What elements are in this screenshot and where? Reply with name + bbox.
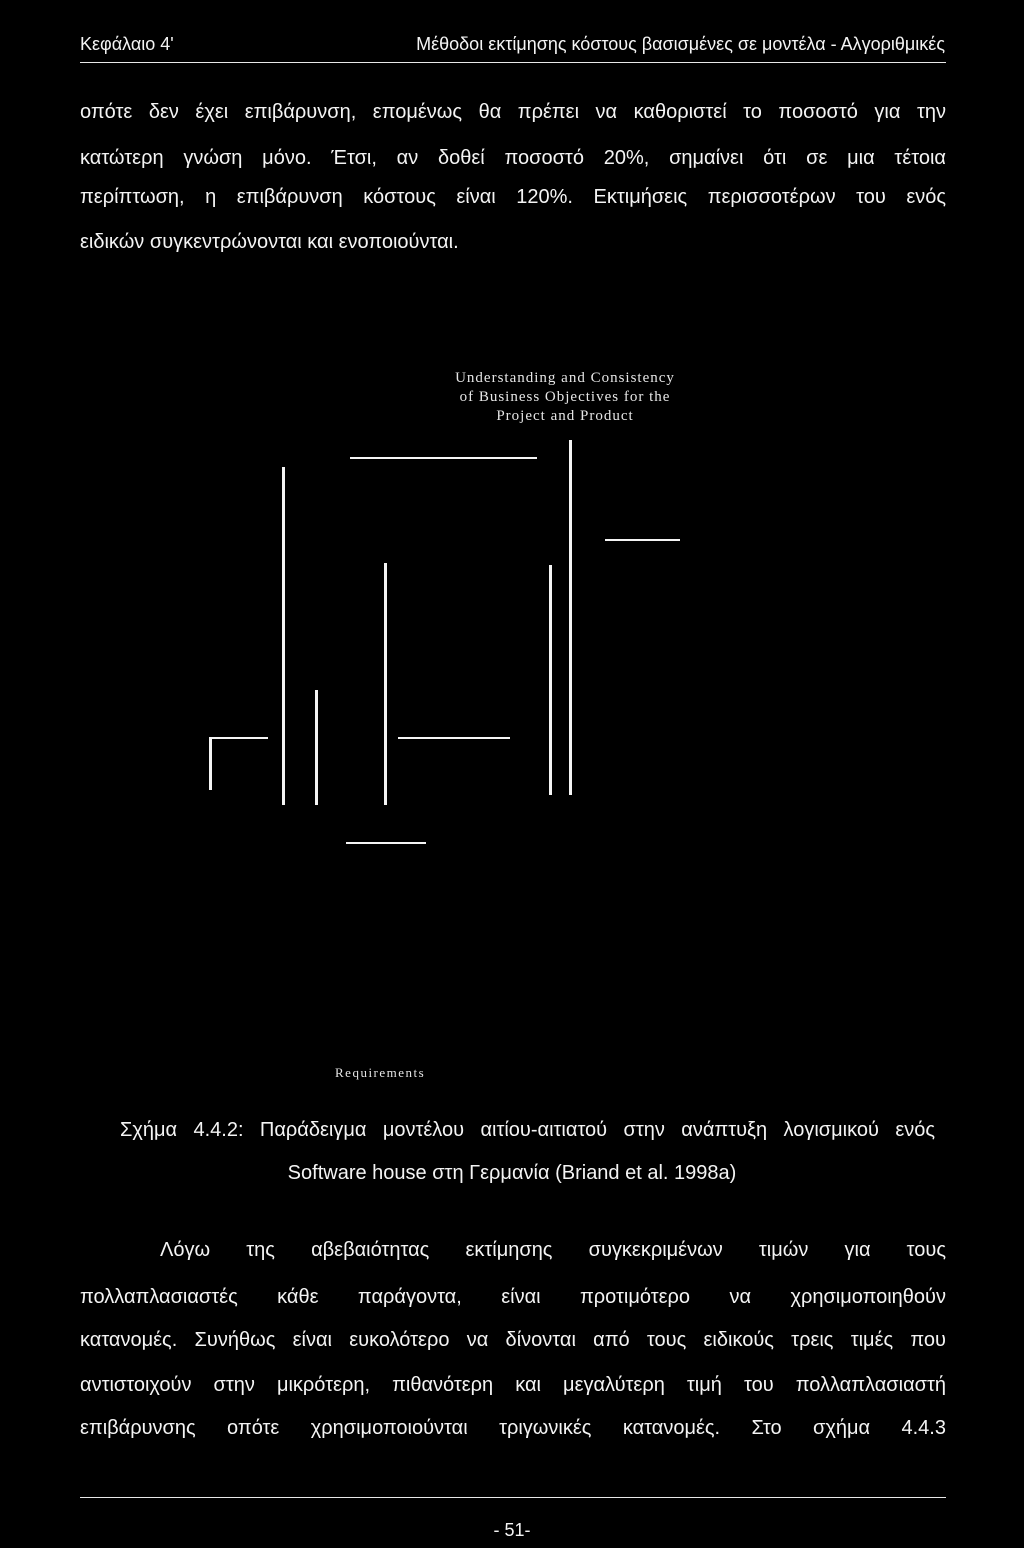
chapter-label: Κεφάλαιο 4' bbox=[80, 34, 174, 54]
connector-line bbox=[315, 690, 318, 805]
figure-top-label-line: Project and Product bbox=[496, 408, 634, 424]
figure-top-label-line: Understanding and Consistency bbox=[455, 370, 675, 386]
connector-line bbox=[209, 737, 212, 790]
figure-top-label-line: of Business Objectives for the bbox=[459, 389, 671, 405]
paragraph-line: επιβάρυνσης οπότε χρησιμοποιούνται τριγωνικές κατανομές. Στο σχήμα 4.4.3 bbox=[80, 1417, 946, 1439]
connector-line bbox=[384, 563, 387, 805]
connector-line bbox=[569, 440, 572, 795]
figure-top-label bbox=[415, 369, 715, 426]
connector-line bbox=[346, 842, 426, 844]
connector-line bbox=[398, 737, 510, 739]
connector-line bbox=[282, 467, 285, 805]
connector-line bbox=[549, 565, 552, 795]
caption-line: Σχήμα 4.4.2: Παράδειγμα μοντέλου αιτίου-αιτιατού στην ανάπτυξη λογισμικού ενός bbox=[120, 1119, 935, 1141]
header-rule bbox=[80, 62, 946, 63]
paragraph-line: κατώτερη γνώση μόνο. Έτσι, αν δοθεί ποσοστό 20%, σημαίνει ότι σε μια τέτοια bbox=[80, 147, 946, 169]
connector-line bbox=[350, 457, 537, 459]
paragraph-line: ειδικών συγκεντρώνονται και ενοποιούνται. bbox=[80, 231, 459, 253]
page-number: - 51- bbox=[493, 1520, 531, 1540]
paragraph-line: Λόγω της αβεβαιότητας εκτίμησης συγκεκριμένων τιμών για τους bbox=[160, 1239, 946, 1261]
connector-line bbox=[210, 737, 268, 739]
connector-line bbox=[605, 539, 680, 541]
paragraph-line: κατανομές. Συνήθως είναι ευκολότερο να δίνονται από τους ειδικούς τρεις τιμές που bbox=[80, 1329, 946, 1351]
caption-line: Software house στη Γερμανία (Briand et al. 1998a) bbox=[287, 1162, 737, 1184]
footer-rule bbox=[80, 1497, 946, 1498]
paragraph-line: αντιστοιχούν στην μικρότερη, πιθανότερη και μεγαλύτερη τιμή του πολλαπλασιαστή bbox=[80, 1374, 946, 1396]
paragraph-line: οπότε δεν έχει επιβάρυνση, επομένως θα πρέπει να καθοριστεί το ποσοστό για την bbox=[80, 101, 946, 123]
paragraph-line: πολλαπλασιαστές κάθε παράγοντα, είναι προτιμότερο να χρησιμοποιηθούν bbox=[80, 1286, 946, 1308]
paragraph-line: περίπτωση, η επιβάρυνση κόστους είναι 120%. Εκτιμήσεις περισσοτέρων του ενός bbox=[80, 186, 946, 208]
running-title: Μέθοδοι εκτίμησης κόστους βασισμένες σε μοντέλα - Αλγοριθμικές bbox=[416, 34, 945, 54]
figure-bottom-label: Requirements bbox=[335, 1065, 426, 1080]
